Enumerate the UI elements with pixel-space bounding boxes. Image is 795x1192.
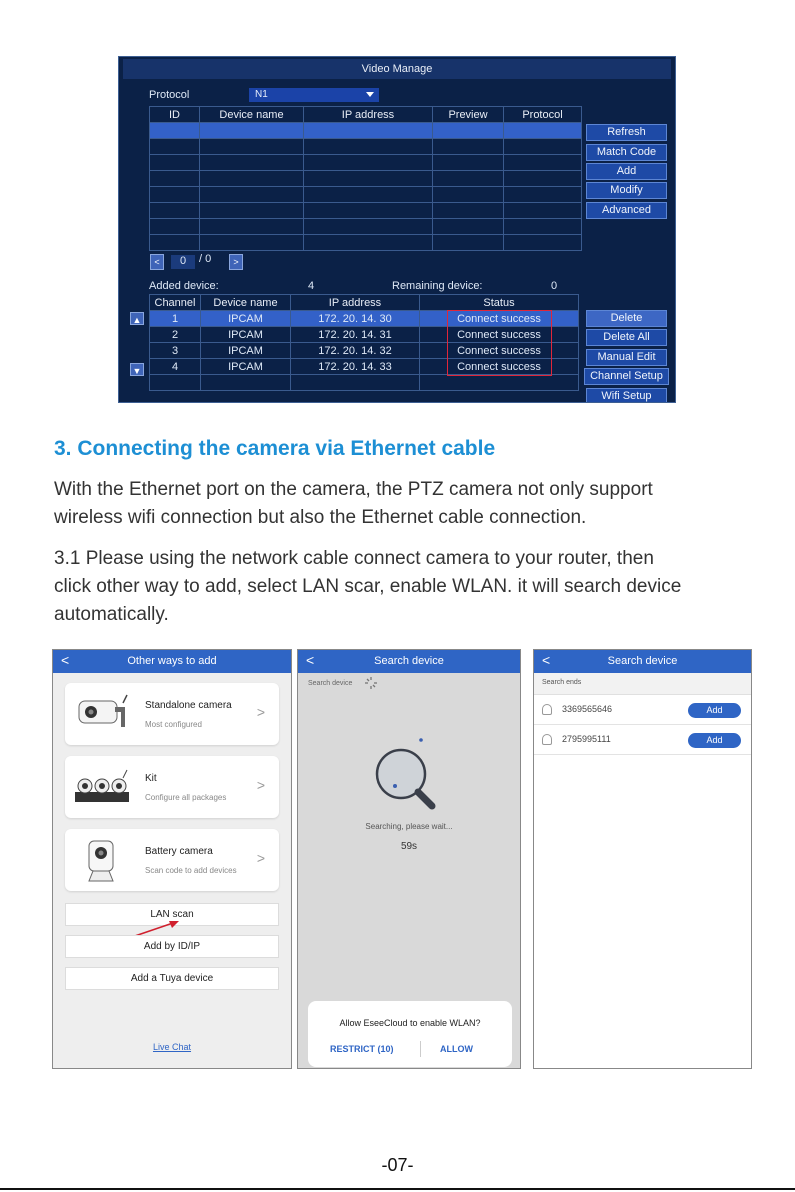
table-row[interactable] (150, 171, 582, 187)
paragraph-line: 3.1 Please using the network cable connect camera to your router, then (54, 548, 654, 569)
ip-cell: 172. 20. 14. 32 (291, 343, 420, 359)
added-device-label: Added device: (149, 280, 219, 292)
page-number: -07- (381, 1155, 414, 1175)
device-name-cell: IPCAM (201, 327, 291, 343)
card-subtitle: Configure all packages (145, 793, 227, 802)
col-header: Status (420, 295, 579, 311)
col-header: ID (150, 107, 200, 123)
col-header: Protocol (504, 107, 582, 123)
loading-spinner-icon (364, 676, 378, 690)
manual-edit-button[interactable]: Manual Edit (586, 349, 667, 366)
bottom-rule (0, 1188, 795, 1190)
device-id: 2795995111 (562, 734, 611, 744)
battery-camera-card[interactable] (65, 829, 279, 891)
dialog-text: Allow EseeCloud to enable WLAN? (339, 1018, 481, 1028)
ip-cell: 172. 20. 14. 33 (291, 359, 420, 375)
camera-icon (542, 704, 552, 715)
protocol-select[interactable] (249, 88, 379, 102)
protocol-label: Protocol (149, 89, 190, 101)
phone-searching (297, 649, 521, 1069)
card-subtitle: Most configured (145, 720, 202, 729)
device-name-cell: IPCAM (201, 311, 291, 327)
page-total: / 0 (199, 253, 212, 265)
section-heading: 3. Connecting the camera via Ethernet cable (54, 437, 496, 460)
channel-setup-button[interactable]: Channel Setup (584, 368, 669, 385)
scroll-up-icon[interactable]: ▲ (130, 312, 144, 325)
ip-cell: 172. 20. 14. 30 (291, 311, 420, 327)
video-manage-screenshot (118, 56, 676, 403)
chevron-down-icon (366, 92, 374, 97)
list-item[interactable] (534, 726, 751, 755)
app-bar (534, 650, 751, 673)
wifi-setup-button[interactable]: Wifi Setup (586, 388, 667, 403)
page-prev-button[interactable]: < (150, 254, 164, 270)
status-highlight-box (447, 310, 552, 376)
table-row[interactable] (150, 187, 582, 203)
lan-scan-button[interactable]: LAN scan (65, 903, 279, 926)
back-icon[interactable]: < (306, 652, 315, 668)
remaining-device-label: Remaining device: (392, 280, 483, 292)
search-ends-bar (534, 673, 751, 695)
status-cell: Connect success (420, 343, 579, 359)
added-device-count: 4 (308, 280, 315, 292)
search-status-label: Search device (308, 680, 353, 687)
col-header: IP address (304, 107, 433, 123)
phone-search-results (533, 649, 752, 1069)
add-device-button[interactable]: Add (688, 703, 741, 718)
modify-button[interactable]: Modify (586, 182, 667, 199)
page-current[interactable]: 0 (171, 255, 195, 269)
status-cell: Connect success (420, 327, 579, 343)
dialog-divider (420, 1041, 421, 1057)
back-icon[interactable]: < (542, 652, 551, 668)
scroll-down-icon[interactable]: ▼ (130, 363, 144, 376)
device-name-cell: IPCAM (201, 343, 291, 359)
live-chat-link[interactable]: Live Chat (152, 1042, 192, 1052)
channel-cell: 4 (150, 359, 201, 375)
device-name-cell: IPCAM (201, 359, 291, 375)
paragraph-1 (54, 476, 774, 532)
add-by-id-button[interactable]: Add by ID/IP (65, 935, 279, 958)
channel-cell: 1 (150, 311, 201, 327)
restrict-button[interactable]: RESTRICT (10) (330, 1044, 394, 1054)
page-next-button[interactable]: > (229, 254, 243, 270)
search-table (149, 106, 582, 251)
app-bar (298, 650, 520, 673)
wlan-permission-dialog (308, 1001, 512, 1067)
bullet-camera-icon (71, 693, 133, 737)
screen-title: Search device (607, 655, 678, 667)
paragraph-line: With the Ethernet port on the camera, the PTZ camera not only support (54, 479, 653, 500)
delete-all-button[interactable]: Delete All (586, 329, 667, 346)
remaining-device-count: 0 (551, 280, 558, 292)
ip-cell: 172. 20. 14. 31 (291, 327, 420, 343)
table-row[interactable] (150, 203, 582, 219)
nvr-kit-icon (71, 766, 133, 810)
channel-cell: 2 (150, 327, 201, 343)
table-row[interactable] (150, 123, 582, 139)
search-ends-label: Search ends (542, 679, 582, 686)
status-cell: Connect success (420, 359, 579, 375)
table-row[interactable] (150, 375, 579, 391)
card-title: Battery camera (145, 846, 213, 857)
table-row[interactable] (150, 139, 582, 155)
chevron-right-icon: > (256, 850, 265, 866)
add-button[interactable]: Add (586, 163, 667, 180)
chevron-right-icon: > (256, 777, 265, 793)
camera-icon (542, 734, 552, 745)
table-row[interactable] (150, 235, 582, 251)
delete-button[interactable]: Delete (586, 310, 667, 327)
countdown-text: 59s (400, 841, 418, 852)
screen-title: Search device (374, 655, 444, 667)
back-icon[interactable]: < (61, 652, 70, 668)
phone-other-ways (52, 649, 292, 1069)
col-header: Device name (201, 295, 291, 311)
kit-card[interactable] (65, 756, 279, 818)
window-title: Video Manage (361, 63, 433, 75)
card-subtitle: Scan code to add devices (145, 866, 237, 875)
match-code-button[interactable]: Match Code (586, 144, 667, 161)
col-header: Device name (200, 107, 304, 123)
paragraph-line: wireless wifi connection but also the Ethernet cable connection. (54, 507, 587, 528)
col-header: Preview (433, 107, 504, 123)
protocol-value: N1 (255, 89, 268, 100)
battery-camera-icon (71, 839, 133, 883)
table-row[interactable] (150, 219, 582, 235)
device-id: 3369565646 (562, 704, 613, 714)
paragraph-2 (54, 545, 774, 629)
list-item[interactable] (534, 696, 751, 725)
card-title: Kit (145, 773, 157, 784)
app-bar (53, 650, 291, 673)
paragraph-line: automatically. (54, 604, 169, 625)
add-device-button[interactable]: Add (688, 733, 741, 748)
refresh-button[interactable]: Refresh (586, 124, 667, 141)
table-row[interactable] (150, 155, 582, 171)
screen-title: Other ways to add (127, 655, 217, 667)
magnifier-search-icon (368, 732, 458, 827)
card-title: Standalone camera (145, 700, 232, 711)
channel-cell: 3 (150, 343, 201, 359)
add-tuya-button[interactable]: Add a Tuya device (65, 967, 279, 990)
status-cell: Connect success (420, 311, 579, 327)
advanced-button[interactable]: Advanced (586, 202, 667, 219)
paragraph-line: click other way to add, select LAN scar, enable WLAN. it will search device (54, 576, 682, 597)
searching-text: Searching, please wait... (365, 822, 453, 831)
allow-button[interactable]: ALLOW (440, 1044, 473, 1054)
chevron-right-icon: > (256, 704, 265, 720)
col-header: Channel (150, 295, 201, 311)
standalone-camera-card[interactable] (65, 683, 279, 745)
col-header: IP address (291, 295, 420, 311)
